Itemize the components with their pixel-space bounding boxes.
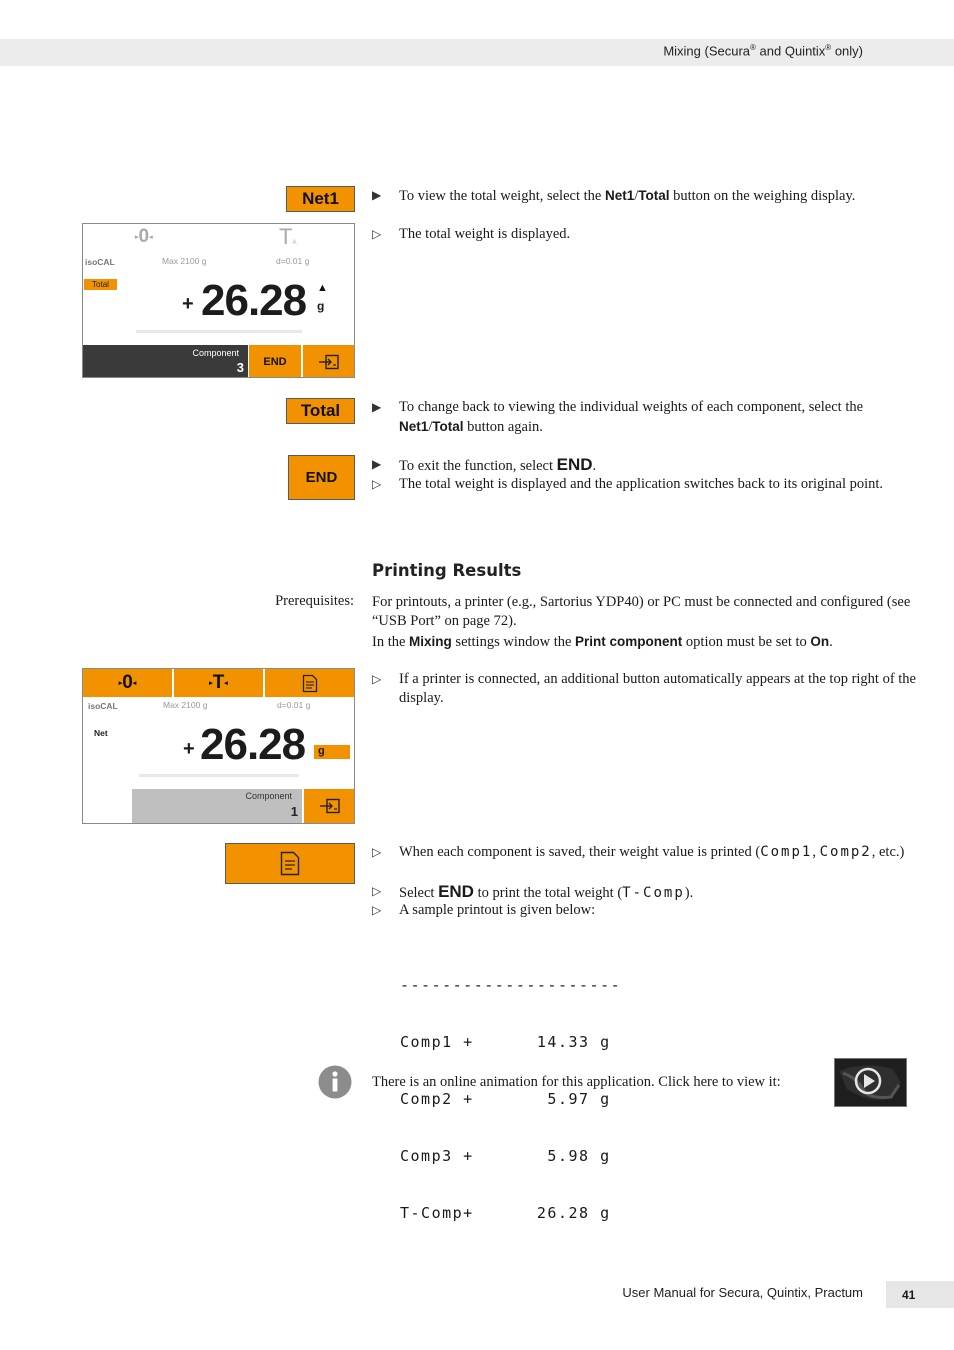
weight-unit: g xyxy=(314,745,350,759)
weight-value: 26.28 xyxy=(200,720,306,769)
action-marker: ▶ xyxy=(372,188,382,202)
prerequisites-label: Prerequisites: xyxy=(275,593,354,609)
weight-value: 26.28 xyxy=(201,276,307,325)
info-icon xyxy=(318,1065,352,1103)
step-3: ▶ To change back to viewing the individual weights of each component, select the Net1/Total button again. xyxy=(372,399,864,435)
printer-step-4: ▷ A sample printout is given below: xyxy=(372,902,596,918)
zero-indicator: ▸0◂ xyxy=(135,226,153,247)
component-number: 1 xyxy=(290,804,298,819)
mode-label-net: Net xyxy=(94,728,108,738)
prerequisites-text: For printouts, a printer (e.g., Sartorius YDP40) or PC must be connected and configured (see “USB Port” on page 72). In the Mixing settings window the Print component option must be set to On. xyxy=(372,594,911,650)
total-button[interactable]: Total xyxy=(286,398,355,424)
weight-unit: g xyxy=(317,299,325,313)
info-text: There is an online animation for this application. Click here to view it: xyxy=(372,1074,781,1090)
step-5: ▷ The total weight is displayed and the application switches back to its original point. xyxy=(372,476,884,492)
print-button[interactable] xyxy=(225,843,355,884)
action-marker: ▶ xyxy=(372,400,382,414)
printout-line: Comp1 + 14.33 g xyxy=(400,1033,611,1051)
section-heading: Printing Results xyxy=(372,561,522,580)
print-icon xyxy=(280,851,300,876)
printout-divider: --------------------- xyxy=(400,976,622,994)
weight-sign: + xyxy=(183,738,195,760)
component-number: 3 xyxy=(236,360,244,375)
tare-button[interactable]: ▸ T ◂ xyxy=(174,669,263,697)
progress-bar xyxy=(136,330,302,333)
component-label: Component xyxy=(245,791,292,801)
printer-step-2: ▷ When each component is saved, their weight value is printed (Comp1, Comp2, etc.) xyxy=(372,844,905,860)
display-end-button[interactable]: END xyxy=(249,345,301,378)
enter-icon xyxy=(319,798,341,814)
readability: d=0.01 g xyxy=(276,256,310,266)
isocal-label: isoCAL xyxy=(85,257,115,267)
save-component-button[interactable] xyxy=(304,789,355,823)
save-component-button[interactable] xyxy=(303,345,355,378)
step-1: ▶ To view the total weight, select the Net1/Total button on the weighing display. xyxy=(372,188,856,204)
mode-badge-total: Total xyxy=(84,279,117,290)
action-marker: ▶ xyxy=(372,457,382,471)
print-button-display[interactable] xyxy=(265,669,355,697)
result-marker: ▷ xyxy=(372,477,382,491)
step-4: ▶ To exit the function, select END. xyxy=(372,455,597,474)
weighing-display-total xyxy=(82,223,355,378)
zero-button[interactable]: ▸ 0 ◂ xyxy=(83,669,172,697)
enter-icon xyxy=(318,354,340,370)
progress-bar xyxy=(139,774,299,777)
result-marker: ▷ xyxy=(372,672,382,686)
result-marker: ▷ xyxy=(372,884,382,898)
printout-line: T-Comp+ 26.28 g xyxy=(400,1204,611,1222)
header-title: Mixing (Secura® and Quintix® only) xyxy=(663,43,863,59)
result-marker: ▷ xyxy=(372,845,382,859)
weighing-display-net xyxy=(82,668,355,824)
printout-line: Comp2 + 5.97 g xyxy=(400,1090,611,1108)
weight-sign: + xyxy=(182,293,194,315)
page-number: 41 xyxy=(886,1281,954,1308)
isocal-label: isoCAL xyxy=(88,701,118,711)
printout-line: Comp3 + 5.98 g xyxy=(400,1147,611,1165)
tare-indicator: TA xyxy=(279,224,297,249)
play-icon xyxy=(835,1059,906,1106)
net1-button[interactable]: Net1 xyxy=(286,186,355,212)
warning-icon: ▲ xyxy=(317,282,328,294)
animation-play-button[interactable] xyxy=(834,1058,907,1107)
result-marker: ▷ xyxy=(372,227,382,241)
end-button[interactable]: END xyxy=(288,455,355,500)
max-capacity: Max 2100 g xyxy=(163,700,208,710)
printer-step-1: ▷ If a printer is connected, an additional button automatically appears at the top right of the display. xyxy=(372,671,916,706)
readability: d=0.01 g xyxy=(277,700,311,710)
footer-manual-title: User Manual for Secura, Quintix, Practum xyxy=(622,1285,863,1300)
max-capacity: Max 2100 g xyxy=(162,256,207,266)
print-icon xyxy=(302,674,318,693)
component-bar xyxy=(83,345,248,378)
printer-step-3: ▷ Select END to print the total weight (T-Comp). xyxy=(372,882,694,901)
step-2: ▷ The total weight is displayed. xyxy=(372,226,571,242)
component-bar xyxy=(132,789,302,823)
component-label: Component xyxy=(192,348,239,358)
result-marker: ▷ xyxy=(372,903,382,917)
